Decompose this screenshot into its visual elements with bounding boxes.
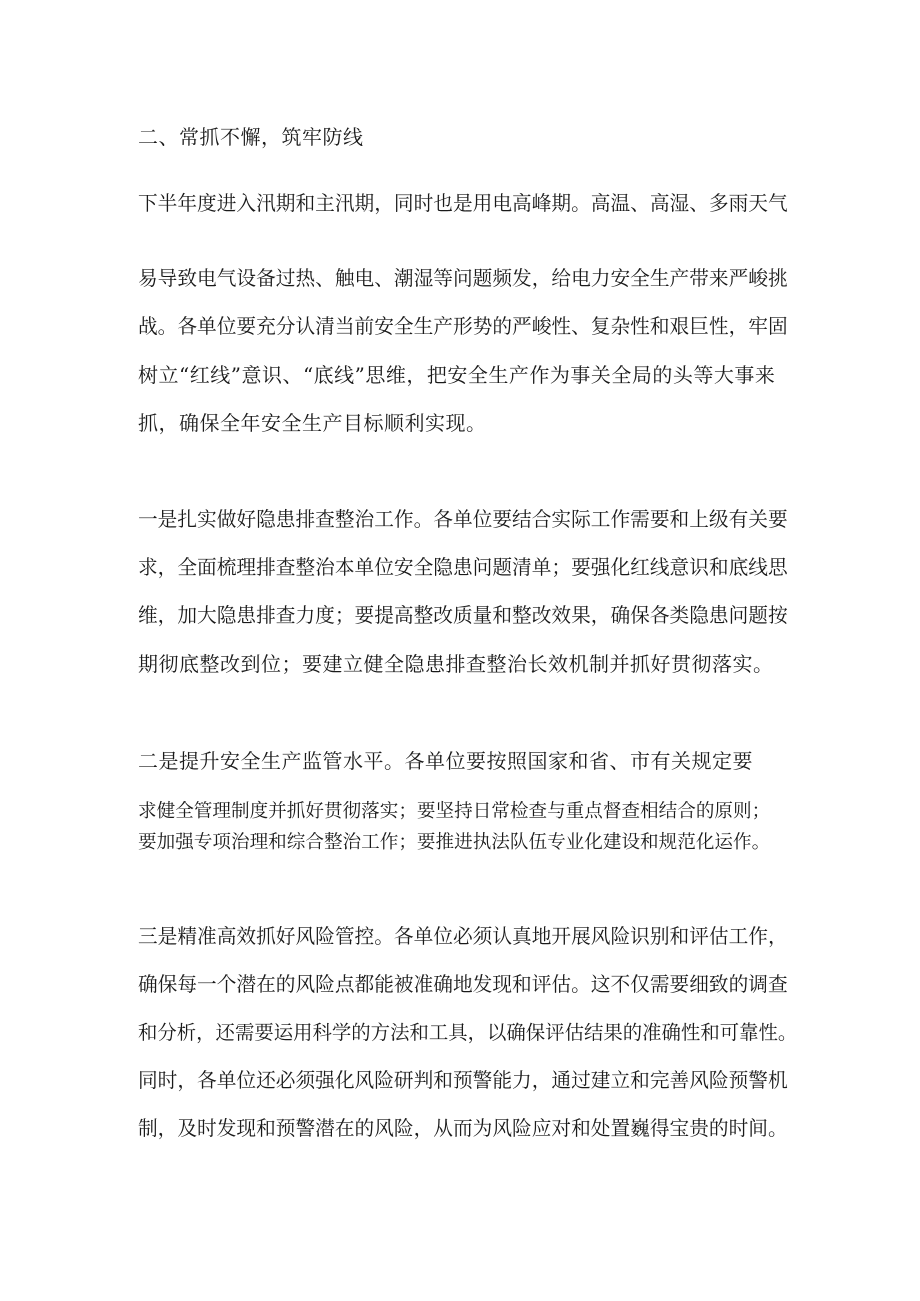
text-line: 抓，确保全年安全生产目标顺利实现。 <box>138 411 487 435</box>
text-line: 战。各单位要充分认清当前安全生产形势的严峻性、复杂性和艰巨性，牢固 <box>138 315 788 338</box>
text-line: 维，加大隐患排查力度；要提高整改质量和整改效果，确保各类隐患问题按 <box>138 604 788 627</box>
text-line: 期彻底整改到位；要建立健全隐患排查整治长效机制并抓好贯彻落实。 <box>138 652 774 676</box>
text-line: 易导致电气设备过热、触电、潮湿等问题频发，给电力安全生产带来严峻挑 <box>138 267 788 290</box>
text-line: 确保每一个潜在的风险点都能被准确地发现和评估。这不仅需要细致的调查 <box>138 973 788 996</box>
section-heading: 二、常抓不懈，筑牢防线 <box>138 125 364 149</box>
text-line: 制，及时发现和预警潜在的风险，从而为风险应对和处置巍得宝贵的时间。 <box>138 1117 788 1140</box>
text-line: 三是精准高效抓好风险管控。各单位必须认真地开展风险识别和评估工作， <box>138 925 788 948</box>
text-line: 一是扎实做好隐患排查整治工作。各单位要结合实际工作需要和上级有关要 <box>138 508 788 531</box>
text-line: 树立“红线”意识、“底线”思维，把安全生产作为事关全局的头等大事来 <box>138 363 776 387</box>
text-line: 同时，各单位还必须强化风险研判和预警能力，通过建立和完善风险预警机 <box>138 1069 788 1092</box>
text-line: 求健全管理制度并抓好贯彻落实；要坚持日常检查与重点督查相结合的原则； <box>138 801 771 822</box>
text-line: 下半年度进入汛期和主汛期，同时也是用电高峰期。高温、高湿、多雨天气 <box>138 192 788 215</box>
text-line: 要加强专项治理和综合整治工作；要推进执法队伍专业化建设和规范化运作。 <box>138 832 771 853</box>
text-line: 求，全面梳理排查整治本单位安全隐患问题清单；要强化红线意识和底线思 <box>138 556 788 579</box>
text-line: 和分析，还需要运用科学的方法和工具，以确保评估结果的准确性和可靠性。 <box>138 1021 798 1044</box>
text-line: 二是提升安全生产监管水平。各单位要按照国家和省、市有关规定要 <box>138 749 753 773</box>
